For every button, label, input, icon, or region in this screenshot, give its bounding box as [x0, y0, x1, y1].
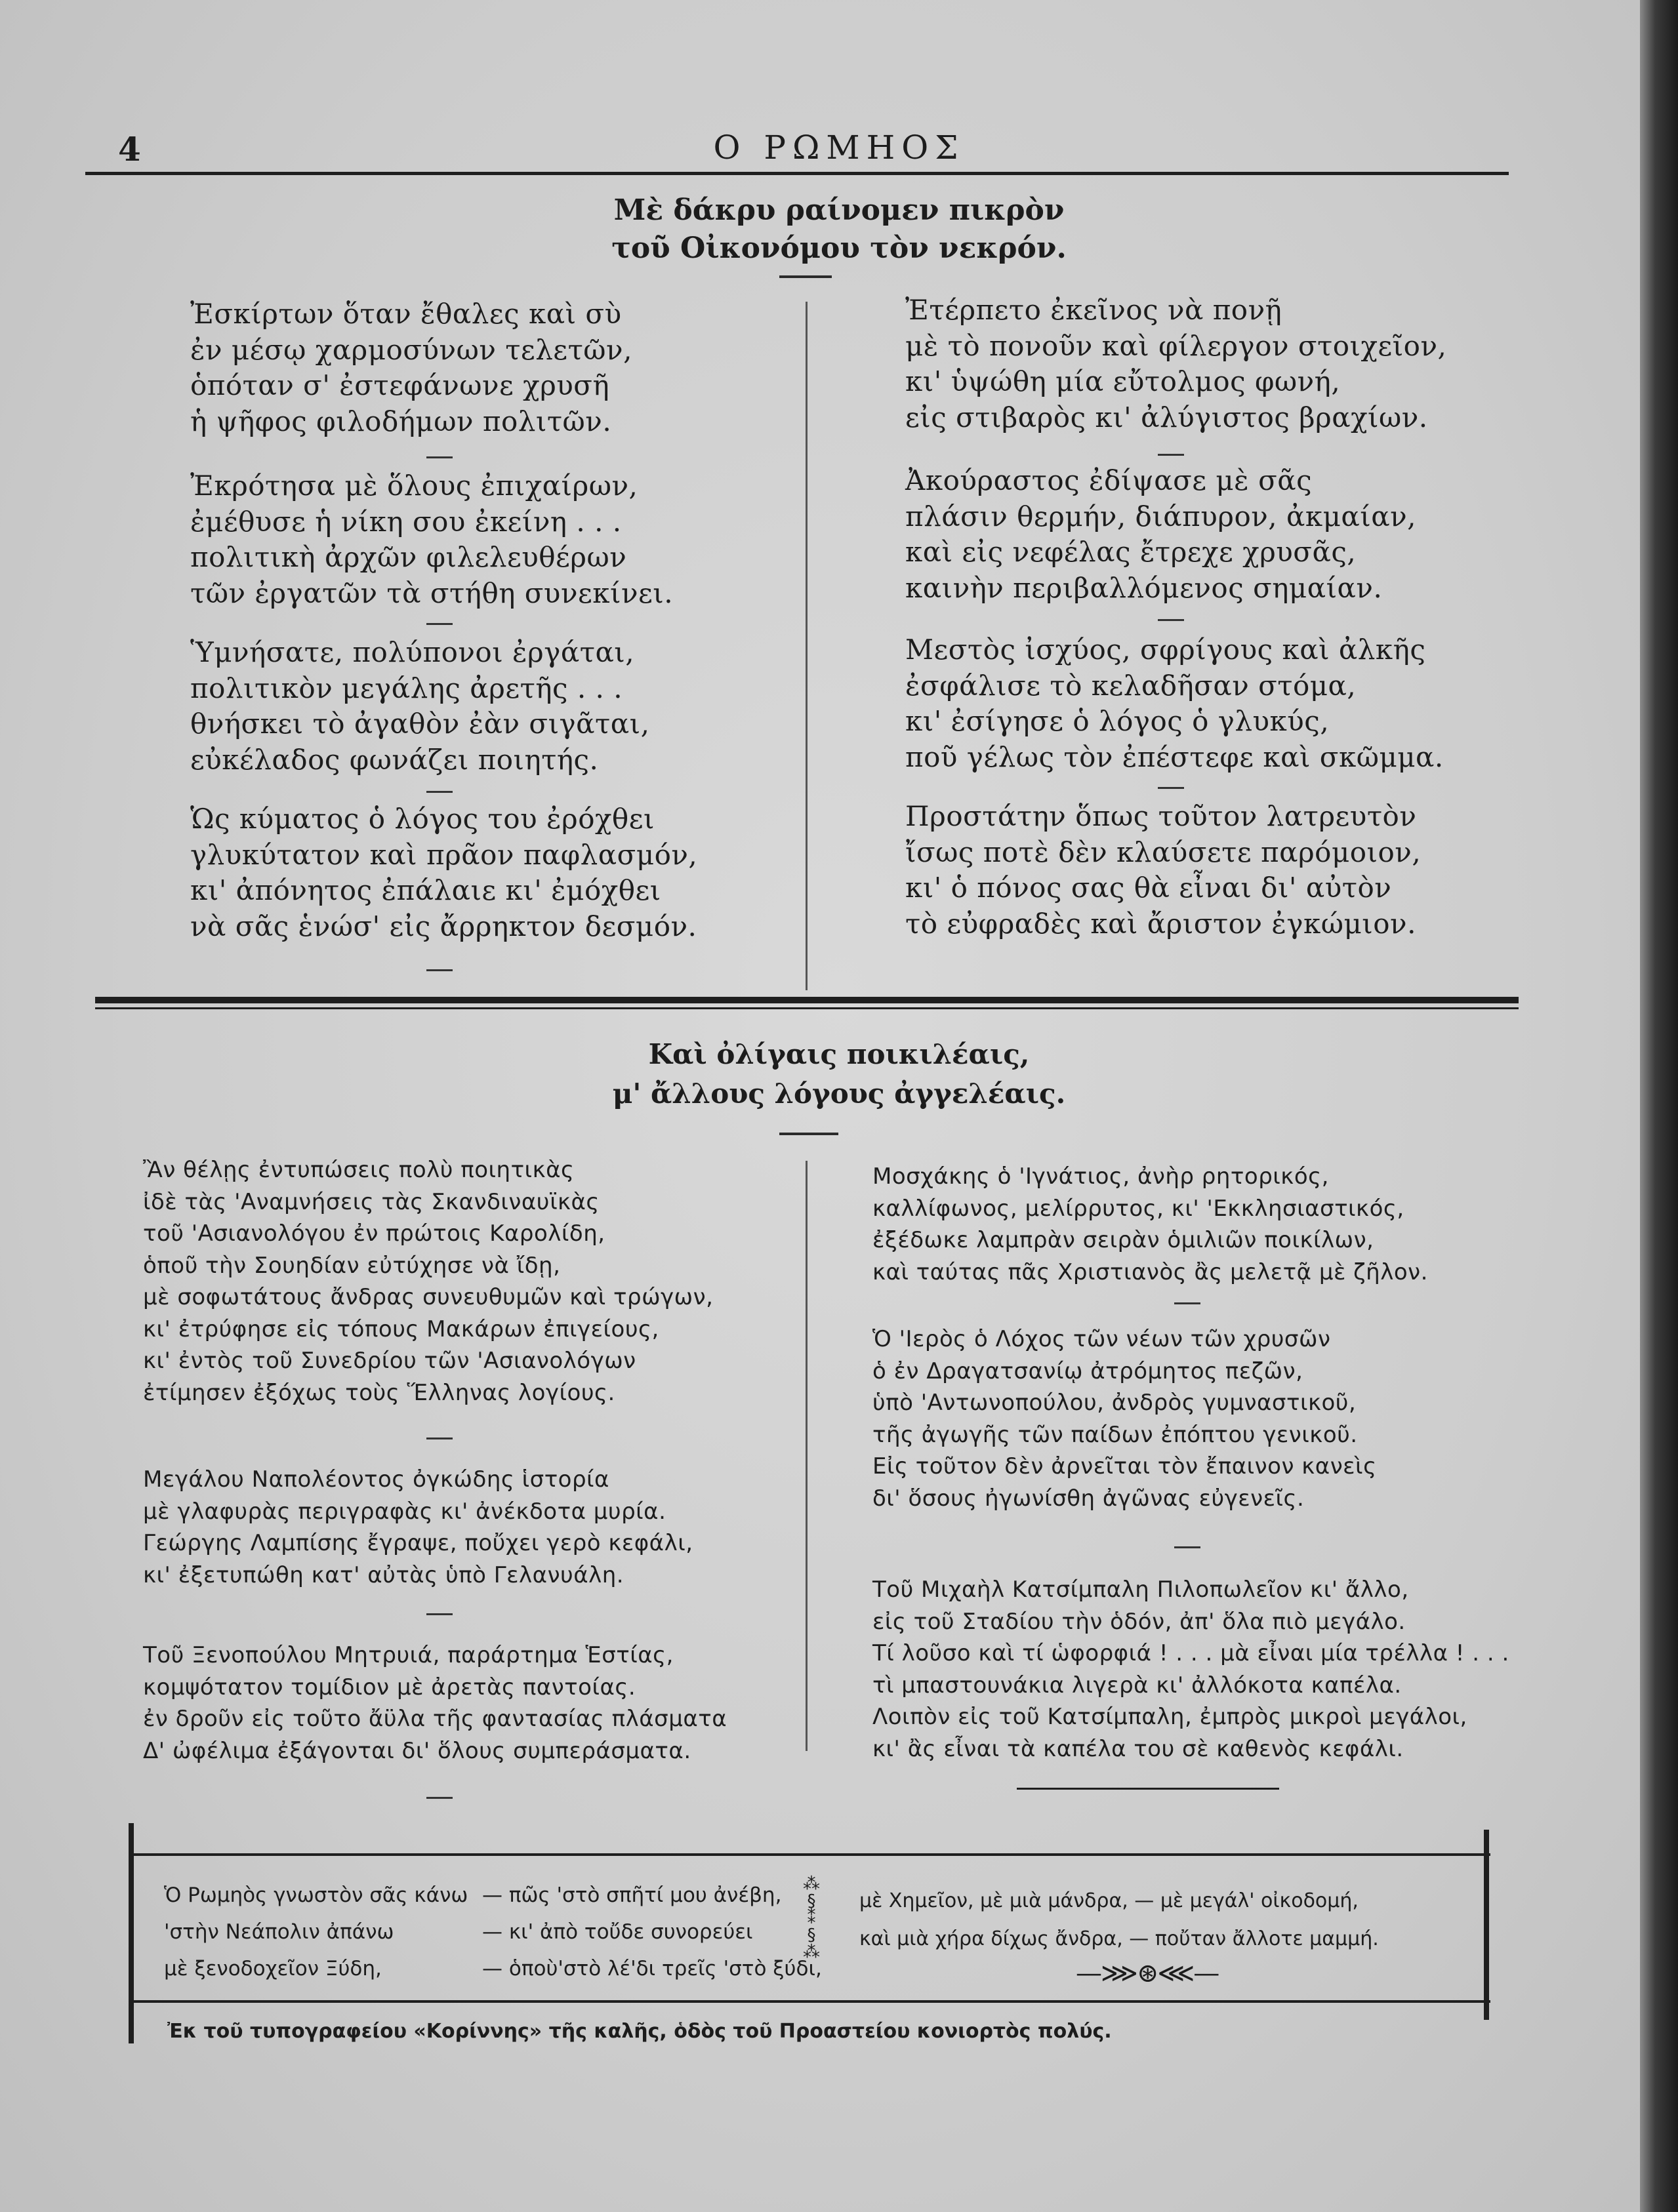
verse-line: εἰς τοῦ Σταδίου τὴν ὁδόν, ἀπ' ὅλα πιὸ μεγάλο. — [872, 1608, 1406, 1635]
section2-right-stanza-1 — [872, 1161, 1428, 1288]
verse-line: ἐν μέσῳ χαρμοσύνων τελετῶν, — [190, 333, 632, 366]
section2-left-stanza-2 — [143, 1464, 693, 1591]
verse-line: ὁπόταν σ' ἐστεφάνωνε χρυσῆ — [190, 369, 610, 402]
stanza-divider — [426, 1797, 453, 1799]
verse-line: τῆς ἀγωγῆς τῶν παίδων ἐπόπτου γενικοῦ. — [872, 1421, 1358, 1448]
poem1-left-stanza-3 — [190, 635, 649, 778]
advert-vertical-ornament — [802, 1876, 821, 1961]
stanza-divider — [426, 1613, 453, 1615]
verse-line: τοῦ 'Ασιανολόγου ἐν πρώτοις Καρολίδη, — [143, 1220, 605, 1247]
verse-line: Ὑμνήσατε, πολύπονοι ἐργάται, — [190, 636, 635, 668]
verse-line: κι' ἐτρύφησε εἰς τόπους Μακάρων ἐπιγείους, — [143, 1316, 659, 1342]
verse-line: Προστάτην ὅπως τοῦτον λατρευτὸν — [905, 800, 1417, 832]
verse-line: νὰ σᾶς ἑνώσ' εἰς ἄρρηκτον δεσμόν. — [190, 910, 697, 942]
stanza-divider — [426, 623, 453, 625]
verse-line: ὁποῦ τὴν Σουηδίαν εὐτύχησε νὰ ἴδῃ, — [143, 1252, 561, 1279]
poem1-left-stanza-1 — [190, 296, 632, 439]
advert-left-col-a — [164, 1877, 468, 1987]
verse-line: γλυκύτατον καὶ πρᾶον παφλασμόν, — [190, 838, 698, 871]
advert-line: Ὁ Ρωμηὸς γνωστὸν σᾶς κάνω — [164, 1883, 468, 1907]
verse-line: κι' ἀπόνητος ἐπάλαιε κι' ἐμόχθει — [190, 874, 661, 907]
ornament-glyph: ⁂ — [803, 1942, 820, 1962]
verse-line: ἐν δροῦν εἰς τοῦτο ἄϋλα τῆς φαντασίας πλάσματα — [143, 1706, 727, 1732]
poem1-right-stanza-1 — [905, 292, 1446, 435]
verse-line: ἡ ψῆφος φιλοδήμων πολιτῶν. — [190, 405, 612, 437]
advert-right-col — [859, 1882, 1379, 1958]
section2-column-divider — [806, 1161, 808, 1751]
verse-line: Τοῦ Ξενοπούλου Μητρυιά, παράρτημα Ἑστίας, — [143, 1642, 674, 1668]
verse-line: Ἐκρότησα μὲ ὅλους ἐπιχαίρων, — [190, 470, 638, 502]
advert-line: — κι' ἀπὸ τοὔδε συνορεύει — [482, 1920, 753, 1944]
section-separator-thick — [95, 997, 1519, 1003]
advert-line: μὲ ξενοδοχεῖον Ξύδη, — [164, 1957, 382, 1981]
poem1-column-divider — [806, 302, 808, 990]
stanza-divider — [426, 1438, 453, 1439]
advert-left-col-b — [482, 1874, 822, 1987]
verse-line: ἐξέδωκε λαμπρὰν σειρὰν ὁμιλιῶν ποικίλων, — [872, 1227, 1374, 1253]
verse-line: τὸ εὐφραδὲς καὶ ἄριστον ἐγκώμιον. — [905, 907, 1416, 940]
printer-imprint: Ἐκ τοῦ τυπογραφείου «Κορίννης» τῆς καλῆς, ὁδὸς τοῦ Προαστείου κονιορτὸς πολύς. — [167, 2020, 1112, 2043]
verse-line: μὲ σοφωτάτους ἄνδρας συνευθυμῶν καὶ τρώγων, — [143, 1284, 714, 1310]
verse-line: καινὴν περιβαλλόμενος σημαίαν. — [905, 571, 1383, 604]
advert-line: μὲ Χημεῖον, μὲ μιὰ μάνδρα, — μὲ μεγάλ' οἰκοδομή, — [859, 1889, 1359, 1912]
verse-line: εὐκέλαδος φωνάζει ποιητής. — [190, 743, 599, 776]
verse-line: Ἐτέρπετο ἐκεῖνος νὰ πονῇ — [905, 294, 1282, 326]
advert-box-bottom-rule — [131, 2000, 1490, 2003]
poem1-left-stanza-2 — [190, 468, 673, 611]
verse-line: ὑπὸ 'Αντωνοπούλου, ἀνδρὸς γυμναστικοῦ, — [872, 1390, 1357, 1416]
section2-end-rule — [1017, 1788, 1279, 1790]
section2-right-stanza-2 — [872, 1323, 1377, 1514]
poem1-right-stanza-3 — [905, 632, 1444, 775]
verse-line: εἰς στιβαρὸς κι' ἀλύγιστος βραχίων. — [905, 401, 1428, 433]
verse-line: ποῦ γέλως τὸν ἐπέστεφε καὶ σκῶμμα. — [905, 740, 1444, 773]
verse-line: Εἰς τοῦτον δὲν ἀρνεῖται τὸν ἔπαινον κανεὶς — [872, 1453, 1377, 1479]
poem1-right-stanza-4 — [905, 799, 1421, 942]
verse-line: Ἀκούραστος ἐδίψασε μὲ σᾶς — [905, 464, 1313, 496]
verse-line: ὁ ἐν Δραγατσανίῳ ἀτρόμητος πεζῶν, — [872, 1357, 1303, 1384]
verse-line: κι' ἐσίγησε ὁ λόγος ὁ γλυκύς, — [905, 705, 1330, 738]
verse-line: κι' ὁ πόνος σας θὰ εἶναι δι' αὐτὸν — [905, 872, 1392, 904]
section-separator-thin — [95, 1007, 1519, 1009]
verse-line: πολιτικὸν μεγάλης ἀρετῆς . . . — [190, 672, 623, 704]
poem1-title-line-1: Μὲ δάκρυ ραίνομεν πικρὸν — [613, 193, 1065, 227]
advert-flourish: —⋙⊛⋘— — [1076, 1958, 1219, 1988]
verse-line: Τοῦ Μιχαὴλ Κατσίμπαλη Πιλοπωλεῖον κι' ἄλλο, — [872, 1577, 1409, 1603]
verse-line: ἰδὲ τὰς 'Αναμνήσεις τὰς Σκανδιναυϊκὰς — [143, 1188, 600, 1215]
verse-line: Τί λοῦσο καὶ τί ὡφορφιά ! . . . μὰ εἶναι μία τρέλλα ! . . . — [872, 1640, 1509, 1666]
stanza-divider — [426, 456, 453, 458]
verse-line: θνήσκει τὸ ἀγαθὸν ἐὰν σιγᾶται, — [190, 708, 650, 740]
poem1-title-rule — [779, 275, 832, 278]
header-rule — [85, 172, 1509, 175]
verse-line: κι' ὑψώθη μία εὔτολμος φωνή, — [905, 365, 1341, 398]
poem1-title-line-2: τοῦ Οἰκονόμου τὸν νεκρόν. — [611, 231, 1067, 265]
poem1-right-stanza-2 — [905, 463, 1416, 606]
verse-line: ἐμέθυσε ἡ νίκη σου ἐκείνη . . . — [190, 505, 622, 538]
verse-line: Ὡς κύματος ὁ λόγος του ἐρόχθει — [190, 803, 655, 835]
verse-line: Μεστὸς ἰσχύος, σφρίγους καὶ ἀλκῆς — [905, 633, 1426, 666]
verse-line: κι' ἂς εἶναι τὰ καπέλα του σὲ καθενὸς κεφάλι. — [872, 1735, 1404, 1762]
verse-line: Ἂν θέλῃς ἐντυπώσεις πολὺ ποιητικὰς — [143, 1157, 575, 1183]
verse-line: Γεώργης Λαμπίσης ἔγραψε, ποὔχει γερὸ κεφάλι, — [143, 1530, 693, 1556]
ornament-glyph: § — [807, 1891, 816, 1911]
poem1-left-stanza-4 — [190, 801, 697, 944]
verse-line: κι' ἐντὸς τοῦ Συνεδρίου τῶν 'Ασιανολόγων — [143, 1348, 636, 1374]
section2-right-stanza-3 — [872, 1574, 1509, 1765]
stanza-divider — [1158, 619, 1184, 621]
verse-line: καὶ ταύτας πᾶς Χριστιανὸς ἂς μελετᾷ μὲ ζῆλον. — [872, 1258, 1428, 1285]
verse-line: Μεγάλου Ναπολέοντος ὀγκώδης ἱστορία — [143, 1466, 609, 1493]
masthead-title: Ο ΡΩΜΗΟΣ — [713, 129, 965, 167]
verse-line: καὶ εἰς νεφέλας ἔτρεχε χρυσᾶς, — [905, 536, 1357, 569]
section2-title-rule — [779, 1133, 838, 1135]
stanza-divider — [426, 791, 453, 793]
ornament-glyph: ⁑ — [807, 1908, 816, 1928]
ornament-glyph: § — [807, 1925, 816, 1945]
verse-line: μὲ τὸ πονοῦν καὶ φίλεργον στοιχεῖον, — [905, 329, 1447, 362]
verse-line: κι' ἐξετυπώθη κατ' αὐτὰς ὑπὸ Γελανυάλη. — [143, 1561, 624, 1588]
page-number: 4 — [118, 130, 141, 169]
advert-line: — πῶς 'στὸ σπῆτί μου ἀνέβη, — [482, 1883, 782, 1907]
advert-box-right-edge — [1484, 1830, 1489, 2020]
stanza-divider — [1158, 787, 1184, 789]
verse-line: ἐτίμησεν ἐξόχως τοὺς Ἕλληνας λογίους. — [143, 1379, 615, 1406]
advert-line: 'στὴν Νεάπολιν ἀπάνω — [164, 1920, 394, 1944]
verse-line: ἴσως ποτὲ δὲν κλαύσετε παρόμοιον, — [905, 835, 1422, 868]
ornament-glyph: ⁂ — [803, 1874, 820, 1894]
stanza-divider — [1158, 454, 1184, 456]
advert-line: — ὁποὺ'στὸ λέ'δι τρεῖς 'στὸ ξύδι, — [482, 1957, 822, 1981]
stanza-divider — [1174, 1302, 1200, 1304]
verse-line: ἐσφάλισε τὸ κελαδῆσαν στόμα, — [905, 669, 1357, 702]
verse-line: Μοσχάκης ὁ 'Ιγνάτιος, ἀνὴρ ρητορικός, — [872, 1163, 1329, 1190]
verse-line: πλάσιν θερμήν, διάπυρον, ἀκμαίαν, — [905, 500, 1416, 533]
verse-line: μὲ γλαφυρὰς περιγραφὰς κι' ἀνέκδοτα μυρία. — [143, 1498, 666, 1525]
advert-line: καὶ μιὰ χήρα δίχως ἄνδρα, — ποὔταν ἄλλοτε μαμμή. — [859, 1927, 1379, 1950]
verse-line: Λοιπὸν εἰς τοῦ Κατσίμπαλη, ἐμπρὸς μικροὶ μεγάλοι, — [872, 1704, 1467, 1730]
verse-line: Ἐσκίρτων ὅταν ἔθαλες καὶ σὺ — [190, 298, 622, 330]
verse-line: Ὁ 'Ιερὸς ὁ Λόχος τῶν νέων τῶν χρυσῶν — [872, 1326, 1331, 1352]
verse-line: πολιτικὴ ἀρχῶν φιλελευθέρων — [190, 541, 627, 574]
verse-line: Δ' ὠφέλιμα ἐξάγονται δι' ὅλους συμπεράσματα. — [143, 1737, 691, 1764]
stanza-divider — [1174, 1546, 1200, 1548]
verse-line: καλλίφωνος, μελίρρυτος, κι' 'Εκκλησιαστικός, — [872, 1195, 1404, 1222]
advert-box-left-edge — [129, 1823, 134, 2043]
section2-left-stanza-1 — [143, 1154, 713, 1409]
advert-box-top-rule — [131, 1853, 1490, 1856]
section2-left-stanza-3 — [143, 1639, 727, 1767]
section2-title-line-2: μ' ἄλλους λόγους ἀγγελέαις. — [612, 1077, 1066, 1110]
verse-line: τὶ μπαστουνάκια λιγερὰ κι' ἀλλόκοτα καπέλα. — [872, 1672, 1402, 1699]
verse-line: δι' ὅσους ἠγωνίσθη ἀγῶνας εὐγενεῖς. — [872, 1485, 1305, 1512]
stanza-divider — [426, 969, 453, 971]
verse-line: τῶν ἐργατῶν τὰ στήθη συνεκίνει. — [190, 576, 674, 609]
verse-line: κομψότατον τομίδιον μὲ ἀρετὰς παντοίας. — [143, 1674, 636, 1700]
section2-title-line-1: Καὶ ὀλίγαις ποικιλέαις, — [648, 1038, 1030, 1070]
